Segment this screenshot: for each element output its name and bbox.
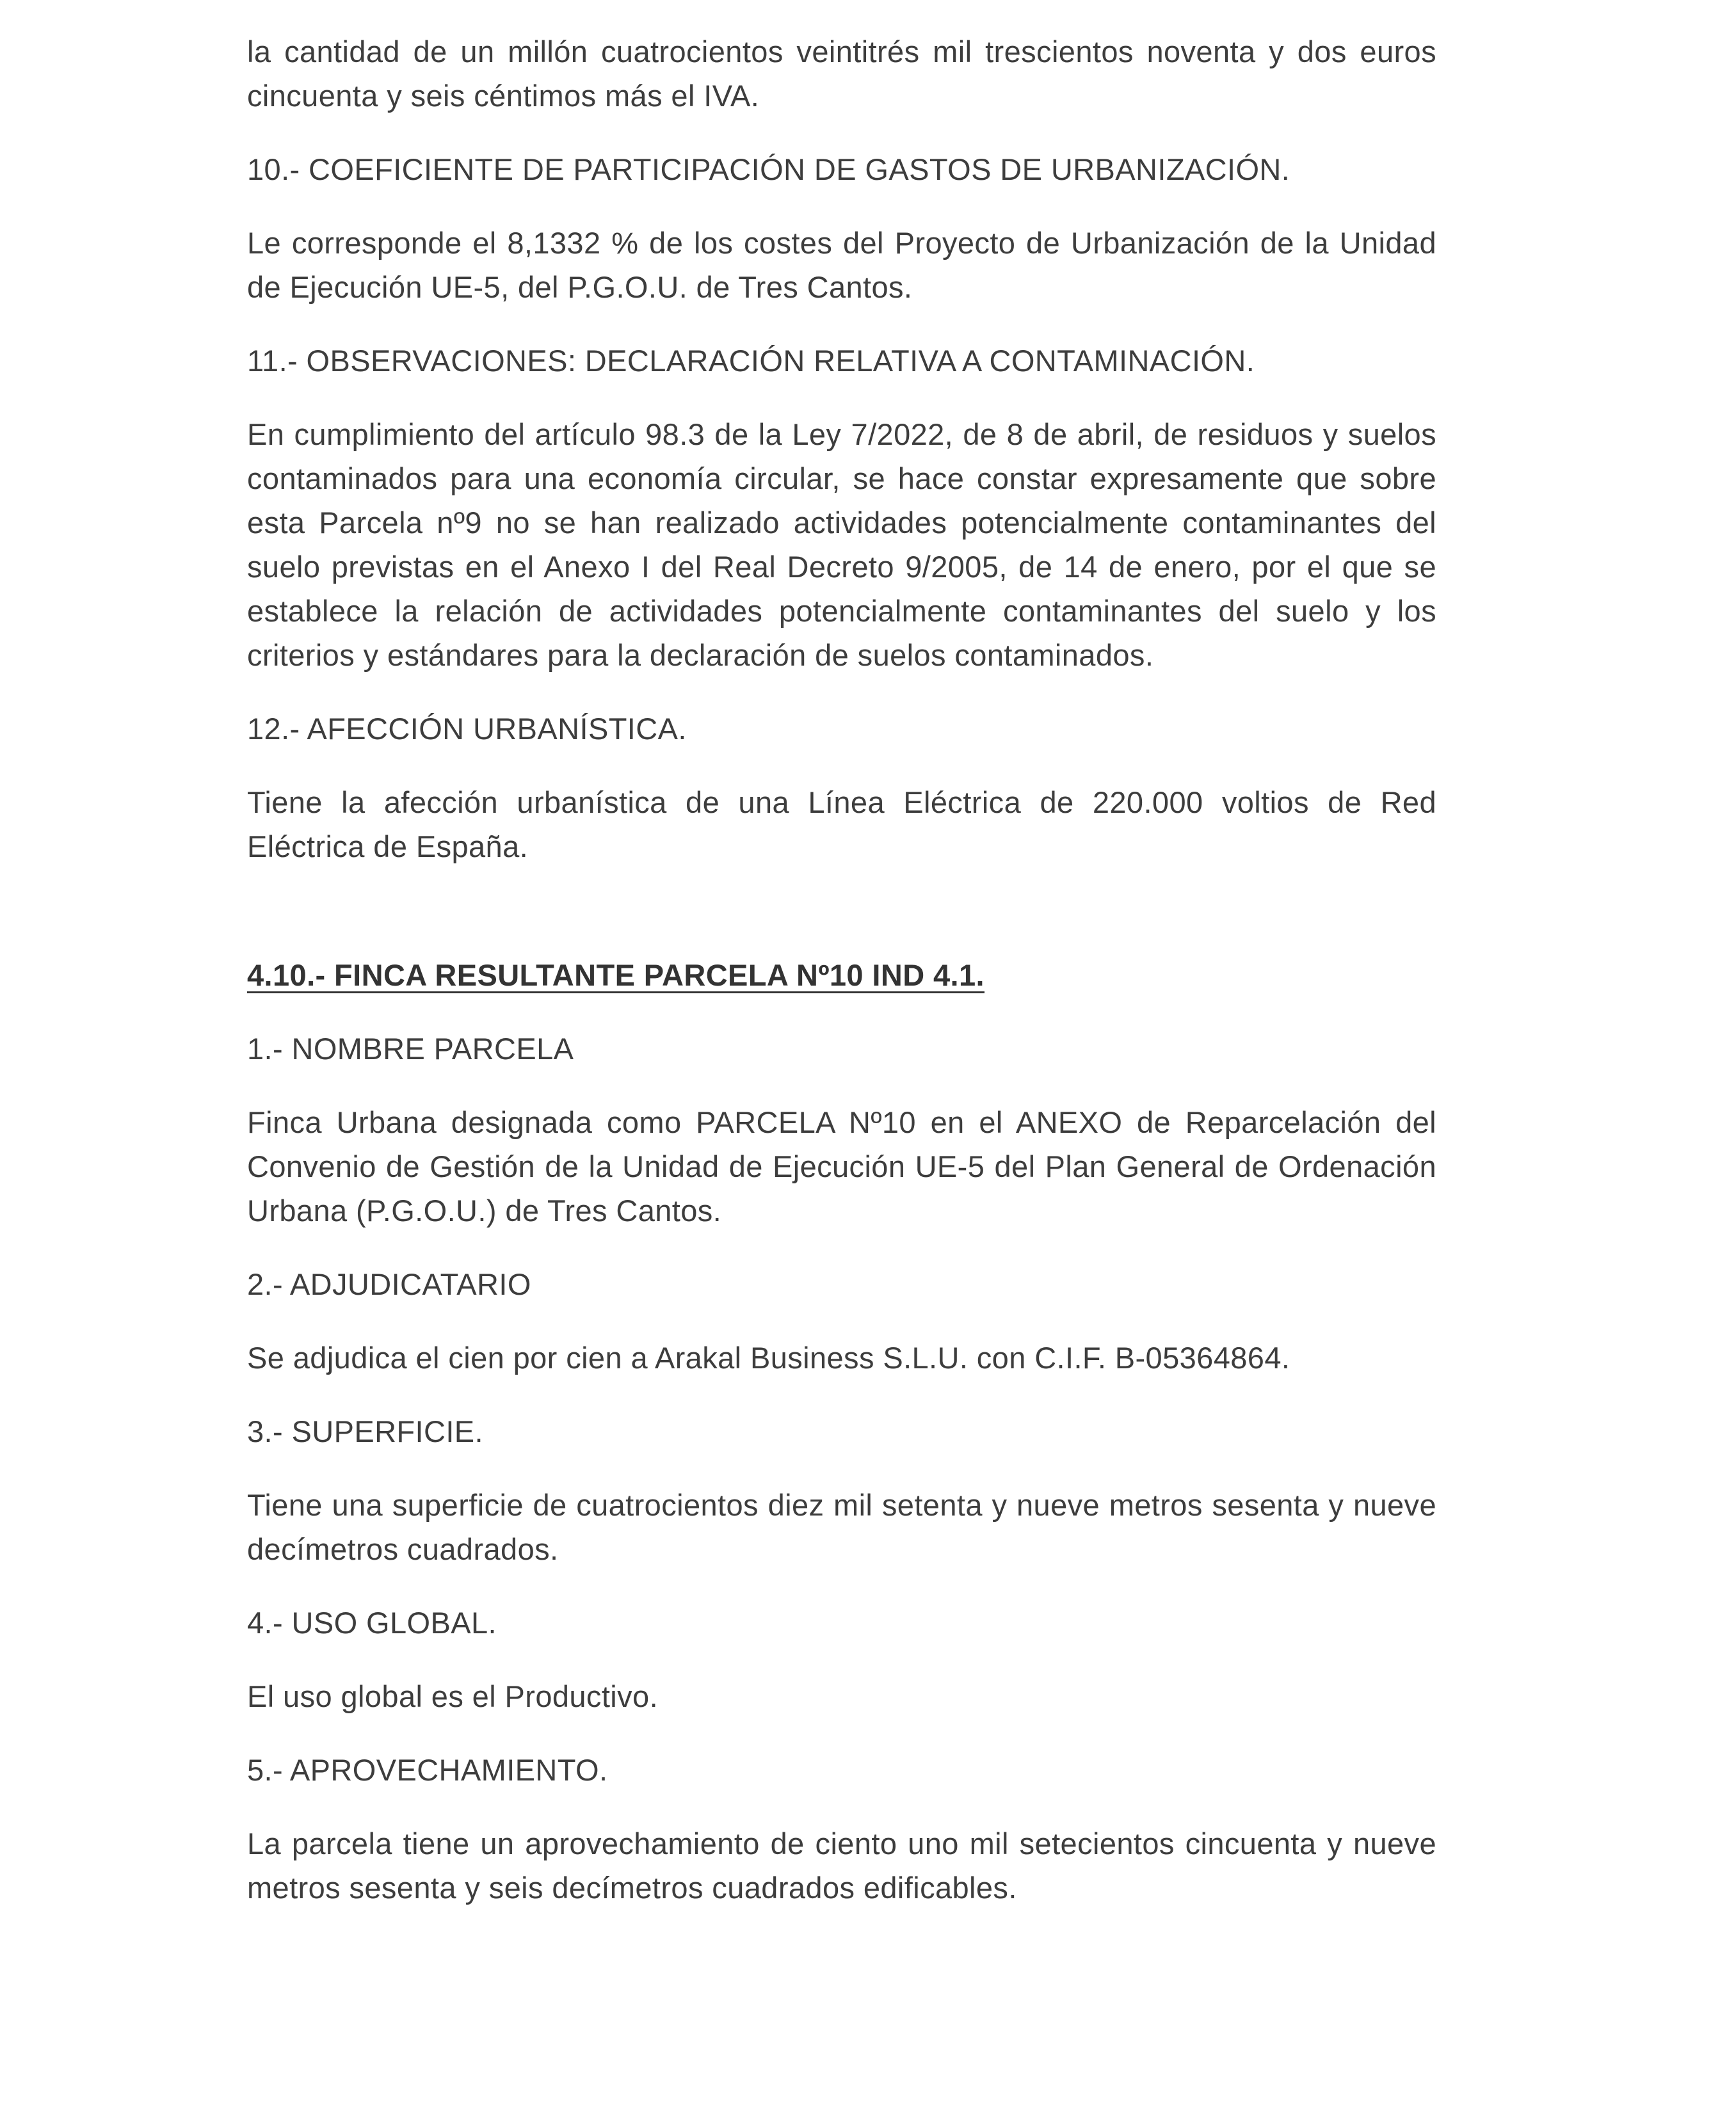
paragraph-afeccion: Tiene la afección urbanística de una Línea Eléctrica de 220.000 voltios de Red Eléctrica de España. — [247, 785, 1436, 863]
paragraph-coeficiente: Le corresponde el 8,1332 % de los costes del Proyecto de Urbanización de la Unidad de Ejecución UE-5, del P.G.O.U. de Tres Cantos. — [247, 226, 1436, 304]
document-body — [247, 29, 1436, 1910]
heading-12-afeccion: 12.- AFECCIÓN URBANÍSTICA. — [247, 712, 687, 746]
paragraph-amount-continuation: la cantidad de un millón cuatrocientos veintitrés mil trescientos noventa y dos euros cincuenta y seis céntimos más el IVA. — [247, 35, 1436, 113]
paragraph-contaminacion: En cumplimiento del artículo 98.3 de la Ley 7/2022, de 8 de abril, de residuos y suelos contaminados para una economía circular, se hace constar expresamente que sobre esta Parcela nº9 no se han realizado actividades potencialmente contaminantes del suelo previstas en el Anexo I del Real Decreto 9/2005, de 14 de enero, por el que se establece la relación de actividades potencialmente contaminantes del suelo y los criterios y estándares para la declaración de suelos contaminados. — [247, 417, 1436, 672]
heading-10-coeficiente: 10.- COEFICIENTE DE PARTICIPACIÓN DE GASTOS DE URBANIZACIÓN. — [247, 152, 1290, 186]
paragraph-nombre-parcela: Finca Urbana designada como PARCELA Nº10 en el ANEXO de Reparcelación del Convenio de Gestión de la Unidad de Ejecución UE-5 del Plan General de Ordenación Urbana (P.G.O.U.) de Tres Cantos. — [247, 1105, 1436, 1228]
heading-3-superficie: 3.- SUPERFICIE. — [247, 1414, 484, 1448]
paragraph-superficie: Tiene una superficie de cuatrocientos diez mil setenta y nueve metros sesenta y nueve decímetros cuadrados. — [247, 1488, 1436, 1566]
heading-1-nombre-parcela: 1.- NOMBRE PARCELA — [247, 1032, 574, 1066]
paragraph-aprovechamiento: La parcela tiene un aprovechamiento de ciento uno mil setecientos cincuenta y nueve metros sesenta y seis decímetros cuadrados edificables. — [247, 1827, 1436, 1905]
heading-4-uso-global: 4.- USO GLOBAL. — [247, 1606, 497, 1640]
paragraph-adjudicatario: Se adjudica el cien por cien a Arakal Business S.L.U. con C.I.F. B-05364864. — [247, 1341, 1290, 1375]
section-heading-finca-parcela-10: 4.10.- FINCA RESULTANTE PARCELA Nº10 IND 4.1. — [247, 958, 985, 992]
heading-5-aprovechamiento: 5.- APROVECHAMIENTO. — [247, 1753, 608, 1787]
heading-2-adjudicatario: 2.- ADJUDICATARIO — [247, 1267, 531, 1301]
paragraph-uso-global: El uso global es el Productivo. — [247, 1679, 659, 1713]
heading-11-observaciones: 11.- OBSERVACIONES: DECLARACIÓN RELATIVA A CONTAMINACIÓN. — [247, 344, 1255, 378]
